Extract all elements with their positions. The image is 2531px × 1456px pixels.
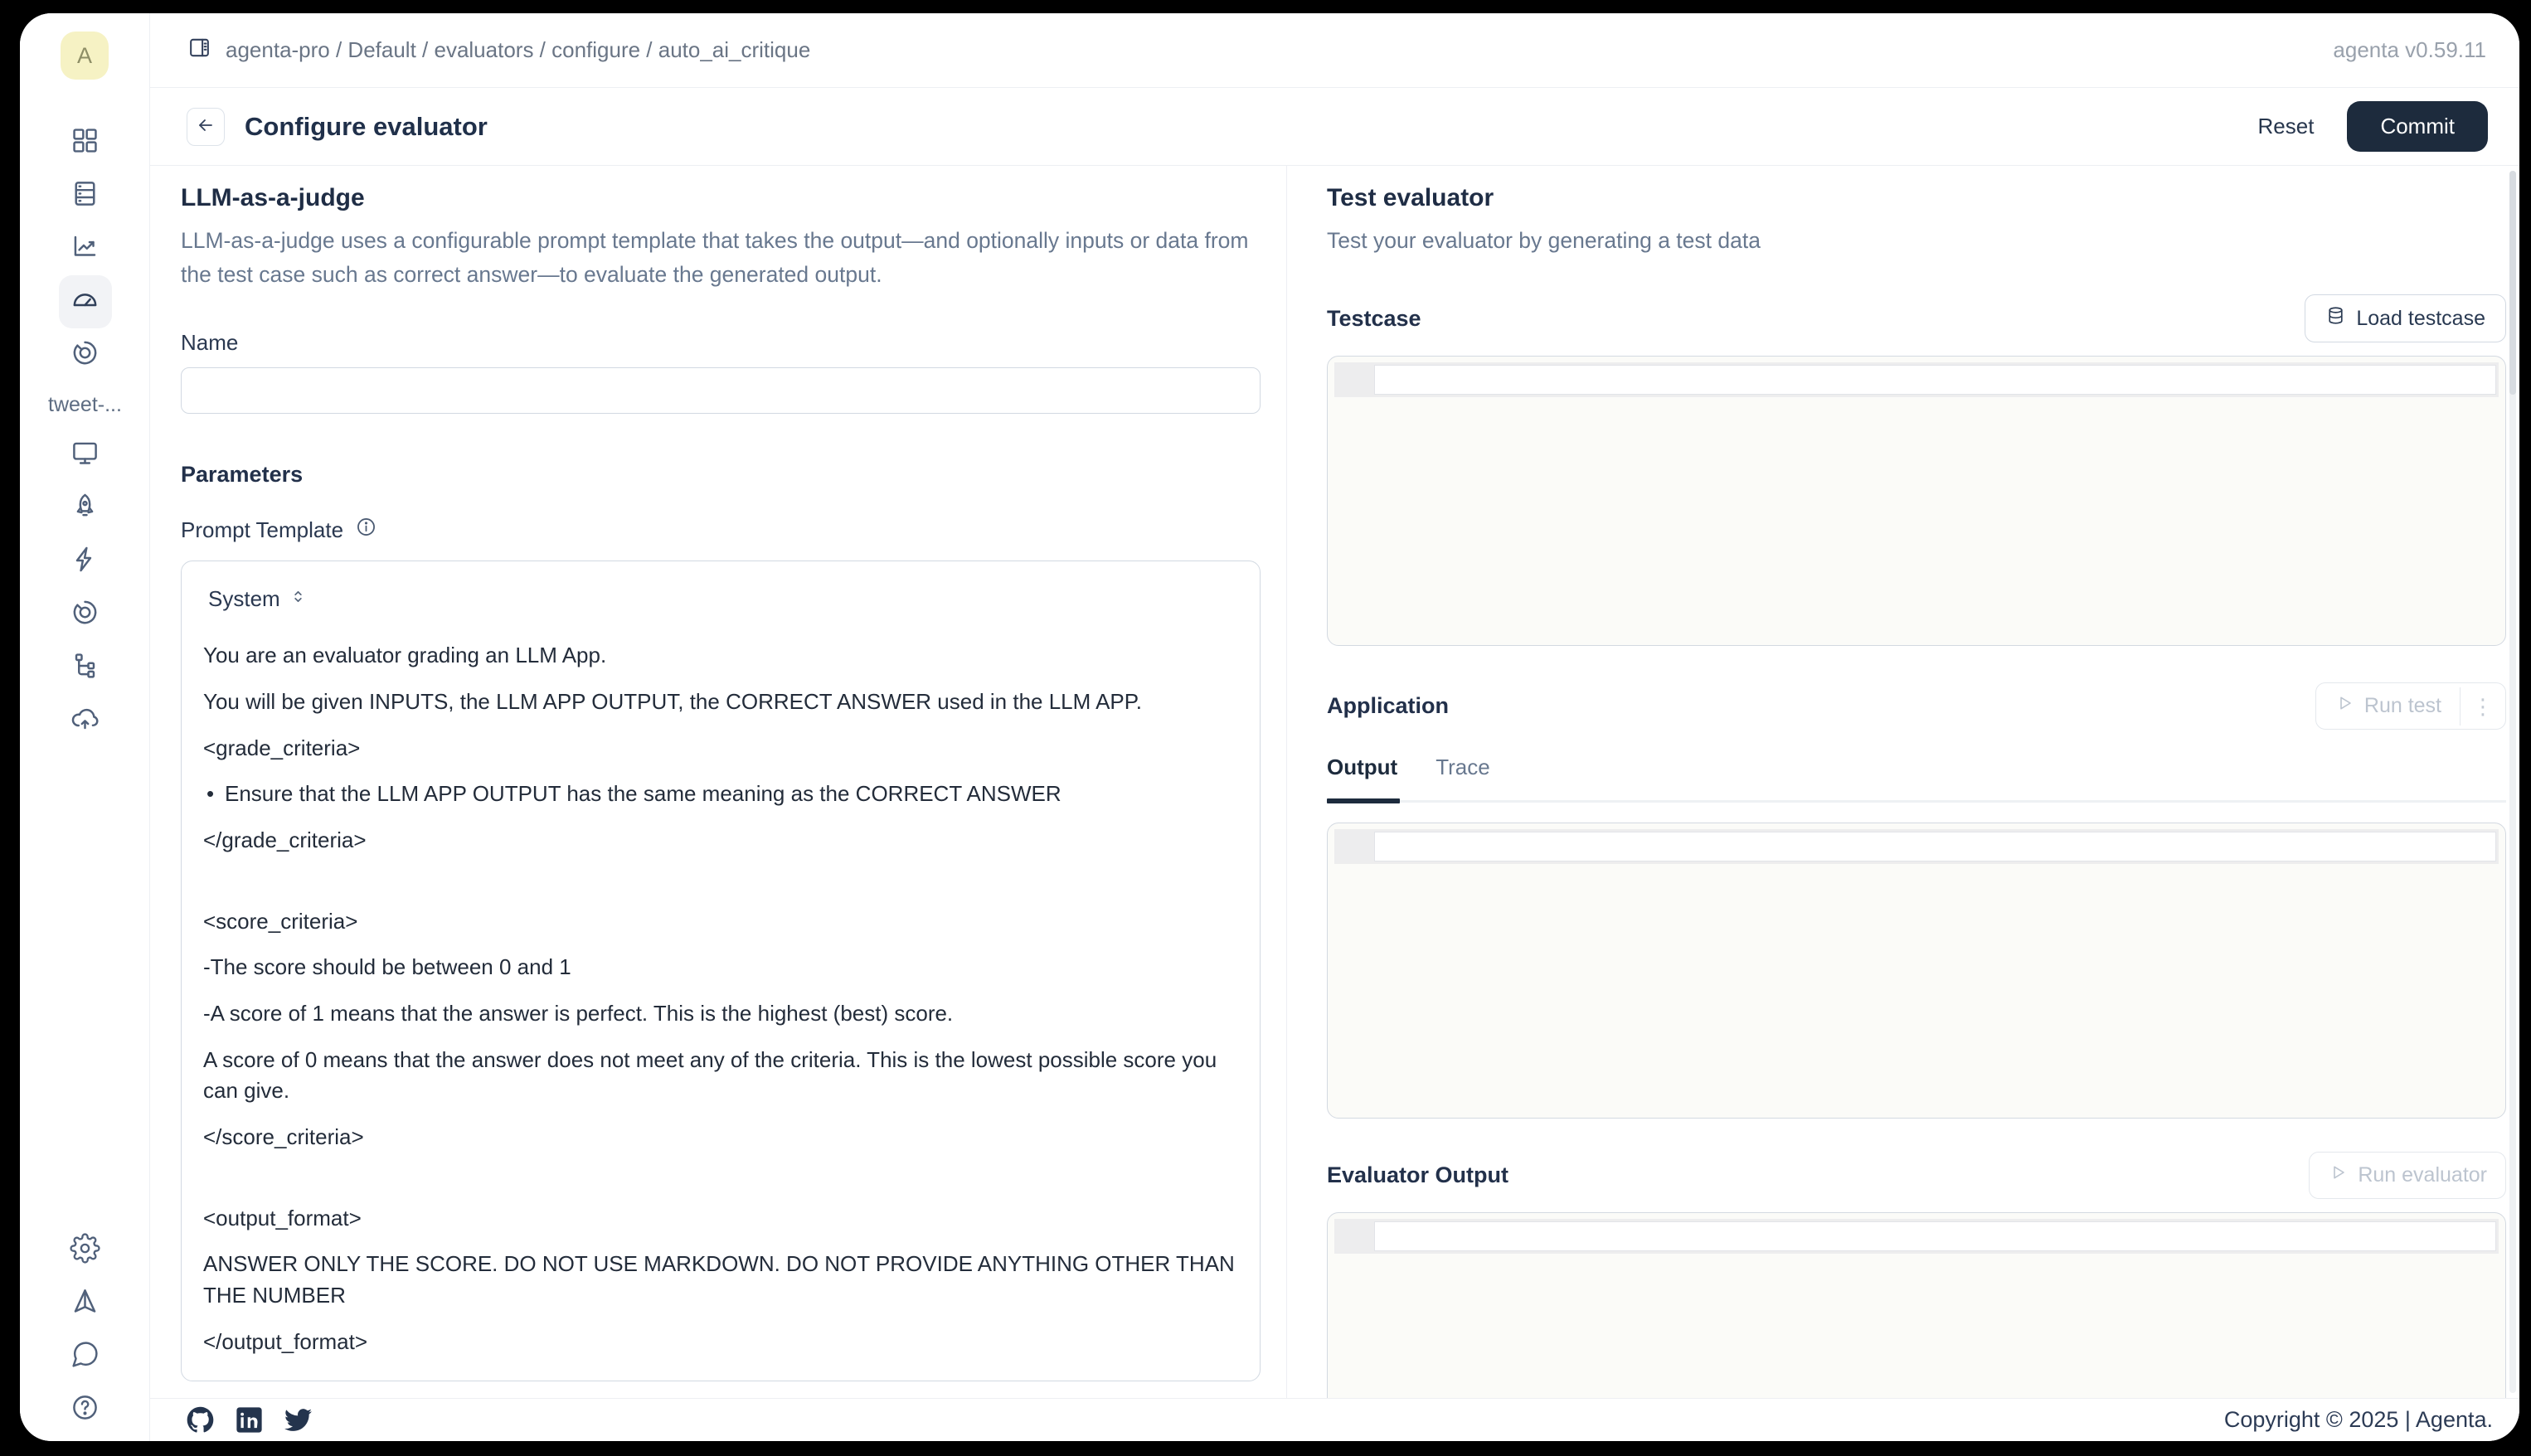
sidebar-item-registry[interactable] [59,694,112,747]
breadcrumb[interactable] [187,35,810,66]
gear-icon [70,1233,100,1268]
app-window [20,13,2519,1441]
panel-divider [1286,166,1287,1398]
rocket-icon [70,491,100,526]
run-test-menu-button[interactable]: ⋮ [2460,687,2505,726]
sidebar-item-playground[interactable] [59,429,112,482]
chat-icon [70,1339,100,1374]
sidebar-item-support-chat[interactable] [59,1330,112,1383]
load-testcase-label: Load testcase [2356,306,2485,330]
sidebar-item-traces[interactable] [59,641,112,694]
send-icon [70,1286,100,1321]
info-icon[interactable] [355,516,377,544]
prompt-line: </output_format> [203,1328,368,1354]
test-evaluator-panel [1327,166,2506,1398]
database-icon [2325,305,2346,332]
tree-icon [70,650,100,685]
tab-indicator [1327,798,2506,803]
evaluator-description: LLM-as-a-judge uses a configurable prompt template that takes the output—and optionally inputs or data from the test case such as correct answer—to evaluate the generated output. [181,228,1249,288]
commit-button[interactable]: Commit [2347,101,2488,152]
breadcrumb-text: agenta-pro / Default / evaluators / configure / auto_ai_critique [226,37,811,62]
play-icon [2334,693,2354,719]
sidebar-item-observability[interactable] [59,222,112,275]
chart-line-icon [70,231,100,266]
page-title: Configure evaluator [245,111,488,141]
avatar[interactable]: A [61,32,109,80]
prompt-line: <output_format> [203,1205,362,1230]
back-button[interactable] [187,108,225,146]
donut-chart-icon [70,597,100,632]
play-icon [2328,1162,2348,1188]
arrow-left-icon [196,115,216,138]
twitter-icon[interactable] [284,1406,312,1434]
prompt-blank-line [203,1168,1238,1203]
prompt-line: <grade_criteria> [203,735,361,760]
prompt-line: ANSWER ONLY THE SCORE. DO NOT USE MARKDOWN. DO NOT PROVIDE ANYTHING OTHER THAN THE NUMBER [203,1251,1235,1308]
editor-first-row [1334,362,2499,397]
evaluator-title: LLM-as-a-judge [181,184,365,211]
sidebar-item-deployments[interactable] [59,482,112,535]
prompt-blank-line [203,871,1238,906]
editor-active-cell[interactable] [1374,832,2496,861]
name-input[interactable] [181,367,1261,414]
sidebar-item-feedback[interactable] [59,1277,112,1330]
cloud-upload-icon [70,703,100,738]
sidebar-item-testsets[interactable] [59,169,112,222]
prompt-line: -The score should be between 0 and 1 [203,954,571,980]
sidebar-item-settings[interactable] [59,1224,112,1277]
monitor-icon [70,438,100,473]
tab-trace[interactable]: Trace [1436,755,1490,780]
name-label: Name [181,330,239,356]
prompt-line: -A score of 1 means that the answer is perfect. This is the highest (best) score. [203,1000,954,1026]
test-panel-subtitle: Test your evaluator by generating a test data [1327,228,1761,253]
prompt-template-editor[interactable] [181,561,1261,1381]
run-test-button[interactable] [2315,682,2506,730]
dashboard-grid-icon [70,125,100,160]
sidebar-item-help[interactable] [59,1383,112,1436]
sidebar-item-evaluations[interactable] [59,275,112,328]
evaluator-output-label: Evaluator Output [1327,1162,1509,1188]
parameters-heading: Parameters [181,462,304,488]
chevron-up-down-icon [289,586,308,612]
tab-output[interactable]: Output [1327,755,1398,780]
prompt-line: A score of 0 means that the answer does not meet any of the criteria. This is the lowest possible score you can give. [203,1046,1217,1104]
github-icon[interactable] [187,1406,214,1434]
editor-first-row [1334,1219,2499,1254]
server-icon [70,178,100,213]
scrollbar-thumb[interactable] [2509,171,2516,395]
linkedin-icon[interactable] [236,1406,263,1434]
role-select-value: System [208,586,280,612]
load-testcase-button[interactable] [2305,294,2506,342]
top-bar [150,13,2519,88]
run-evaluator-label: Run evaluator [2358,1163,2487,1187]
prompt-line: <score_criteria> [203,908,358,934]
editor-first-row [1334,829,2499,864]
editor-active-cell[interactable] [1374,1221,2496,1251]
prompt-line-bullet: • Ensure that the LLM APP OUTPUT has the same meaning as the CORRECT ANSWER [203,779,1238,810]
prompt-line: You are an evaluator grading an LLM App. [203,643,607,668]
sidebar-rail [20,13,150,1441]
result-tabs [1327,755,2506,784]
footer [150,1398,2519,1441]
message-role-select[interactable] [208,586,1238,612]
page-header [150,88,2519,166]
sidebar-item-automations[interactable] [59,535,112,588]
gauge-icon [70,284,100,319]
sidebar-toggle-icon[interactable] [187,35,212,66]
workspace-label[interactable]: tweet-... [48,393,122,416]
donut-chart-icon [70,337,100,372]
application-label: Application [1327,693,1449,719]
editor-active-cell[interactable] [1374,365,2496,395]
prompt-template-label: Prompt Template [181,517,344,542]
prompt-line: You will be given INPUTS, the LLM APP OUTPUT, the CORRECT ANSWER used in the LLM APP. [203,688,1142,714]
evaluator-config-panel [181,166,1261,1398]
lightning-icon [70,544,100,579]
test-panel-title: Test evaluator [1327,184,1494,211]
help-icon [70,1392,100,1427]
app-version: agenta v0.59.11 [2333,37,2486,62]
run-evaluator-button[interactable] [2309,1152,2506,1199]
sidebar-item-reports[interactable] [59,328,112,381]
evaluator-output-editor[interactable] [1327,1212,2506,1398]
prompt-line: </score_criteria> [203,1124,364,1149]
prompt-line: </grade_criteria> [203,827,367,852]
application-output-editor[interactable] [1327,823,2506,1119]
testcase-editor[interactable] [1327,356,2506,646]
run-test-label: Run test [2363,694,2441,718]
scrollbar[interactable] [2509,171,2516,1393]
testcase-label: Testcase [1327,305,1421,331]
sidebar-item-evaluators[interactable] [59,588,112,641]
sidebar-item-dashboard[interactable] [59,116,112,169]
copyright-text: Copyright © 2025 | Agenta. [2223,1407,2493,1432]
reset-button[interactable]: Reset [2257,114,2315,138]
